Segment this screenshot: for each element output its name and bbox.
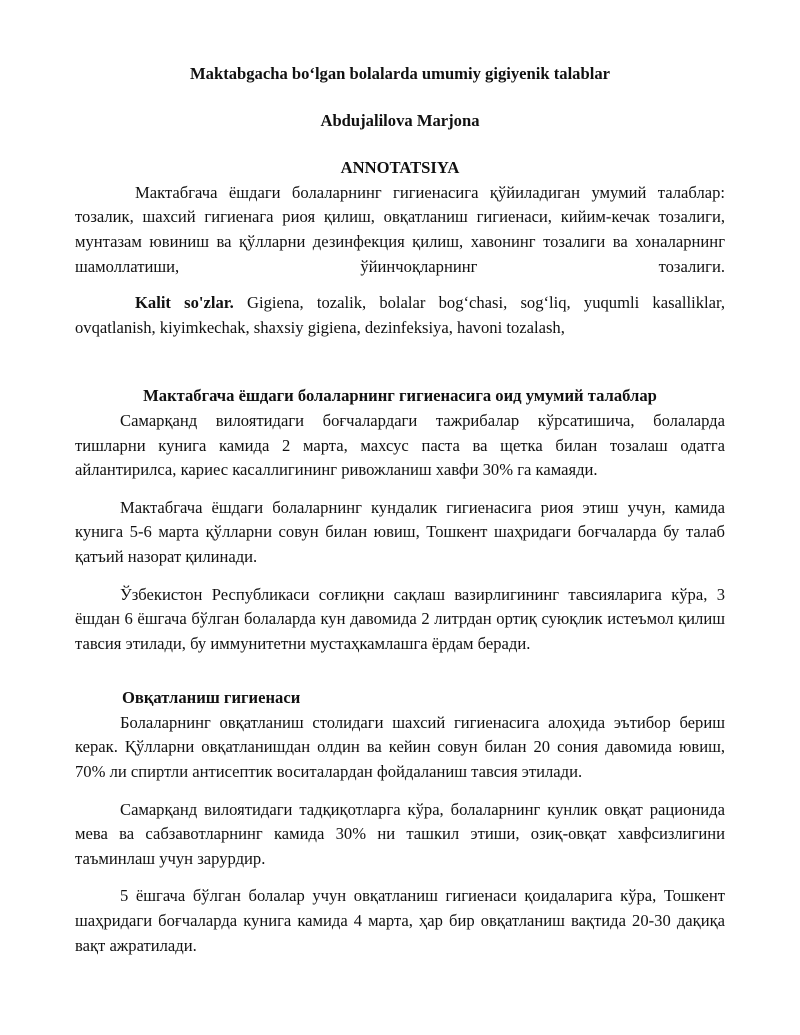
annotation-text: Мактабгача ёшдаги болаларнинг гигиенасига қўйиладиган умумий талаблар: тозалик, шахсий гигиенага риоя қилиш, овқатланиш гигиенаси, кийим-кечак тозалиги, мунтазам ювиниш ва қўлларни дезинфекция қилиш, хавонинг тозалиги ва хоналарнинг шамоллатиши, ўйинчоқларнинг тозалиги. — [75, 182, 725, 276]
section2-paragraph-2: Самарқанд вилоятидаги тадқиқотларга кўра, болаларнинг кунлик овқат рационида мева ва сабзавотларнинг камида 30% ни ташкил этиши, озиқ-овқат хавфсизлигини таъминлаш учун зарурдир. — [75, 799, 725, 868]
section1-paragraph-2: Мактабгача ёшдаги болаларнинг кундалик гигиенасига риоя этиш учун, камида кунига 5-6 марта қўлларни совун билан ювиш, Тошкент шаҳридаги боғчаларда бу талаб қатъий назорат қилинади. — [75, 497, 725, 566]
section2-heading: Овқатланиш гигиенаси — [122, 688, 301, 708]
keywords-label: Kalit so'zlar. — [135, 293, 234, 313]
section1-paragraph-1: Самарқанд вилоятидаги боғчалардаги тажрибалар кўрсатишича, болаларда тишларни кунига камида 2 марта, махсус паста ва щетка билан тозалаш одатга айлантирилса, кариес касаллигининг ривожланиш хавфи 30% га камаяди. — [75, 410, 725, 480]
section2-paragraph-1: Болаларнинг овқатланиш столидаги шахсий гигиенасига алоҳида эътибор бериш керак. Қўлларни овқатланишдан олдин ва кейин совун билан 20 сония давомида ювиш, 70% ли спиртли антисептик воситалардан фойдаланиш тавсия этилади. — [75, 712, 725, 782]
section2-paragraph-3: 5 ёшгача бўлган болалар учун овқатланиш гигиенаси қоидаларига кўра, Тошкент шаҳридаги боғчаларда кунига камида 4 марта, ҳар бир овқатланиш вақтида 20-30 дақиқа вақт ажратилади. — [75, 886, 725, 955]
author-name: Abdujalilova Marjona — [320, 110, 480, 130]
section1-heading: Мактабгача ёшдаги болаларнинг гигиенасига оид умумий талаблар — [143, 386, 657, 406]
document-title: Maktabgacha boʻlgan bolalarda umumiy gigiyenik talablar — [190, 64, 610, 83]
annotation-heading: ANNOTATSIYA — [340, 158, 460, 178]
section1-paragraph-3: Ўзбекистон Республикаси соғлиқни сақлаш вазирлигининг тавсияларига кўра, 3 ёшдан 6 ёшгача бўлган болаларда кун давомида 2 литрдан ортиқ суюқлик истеъмол қилиш тавсия этилади, бу иммунитетни мустаҳкамлашга ёрдам беради. — [75, 584, 725, 653]
keywords-paragraph — [75, 291, 725, 340]
keywords-text: Gigiena, tozalik, bolalar bogʻchasi, sogʻliq, yuqumli kasalliklar, ovqatlanish, kiyimkechak, shaxsiy gigiena, dezinfeksiya, havoni tozalash, — [75, 293, 726, 337]
